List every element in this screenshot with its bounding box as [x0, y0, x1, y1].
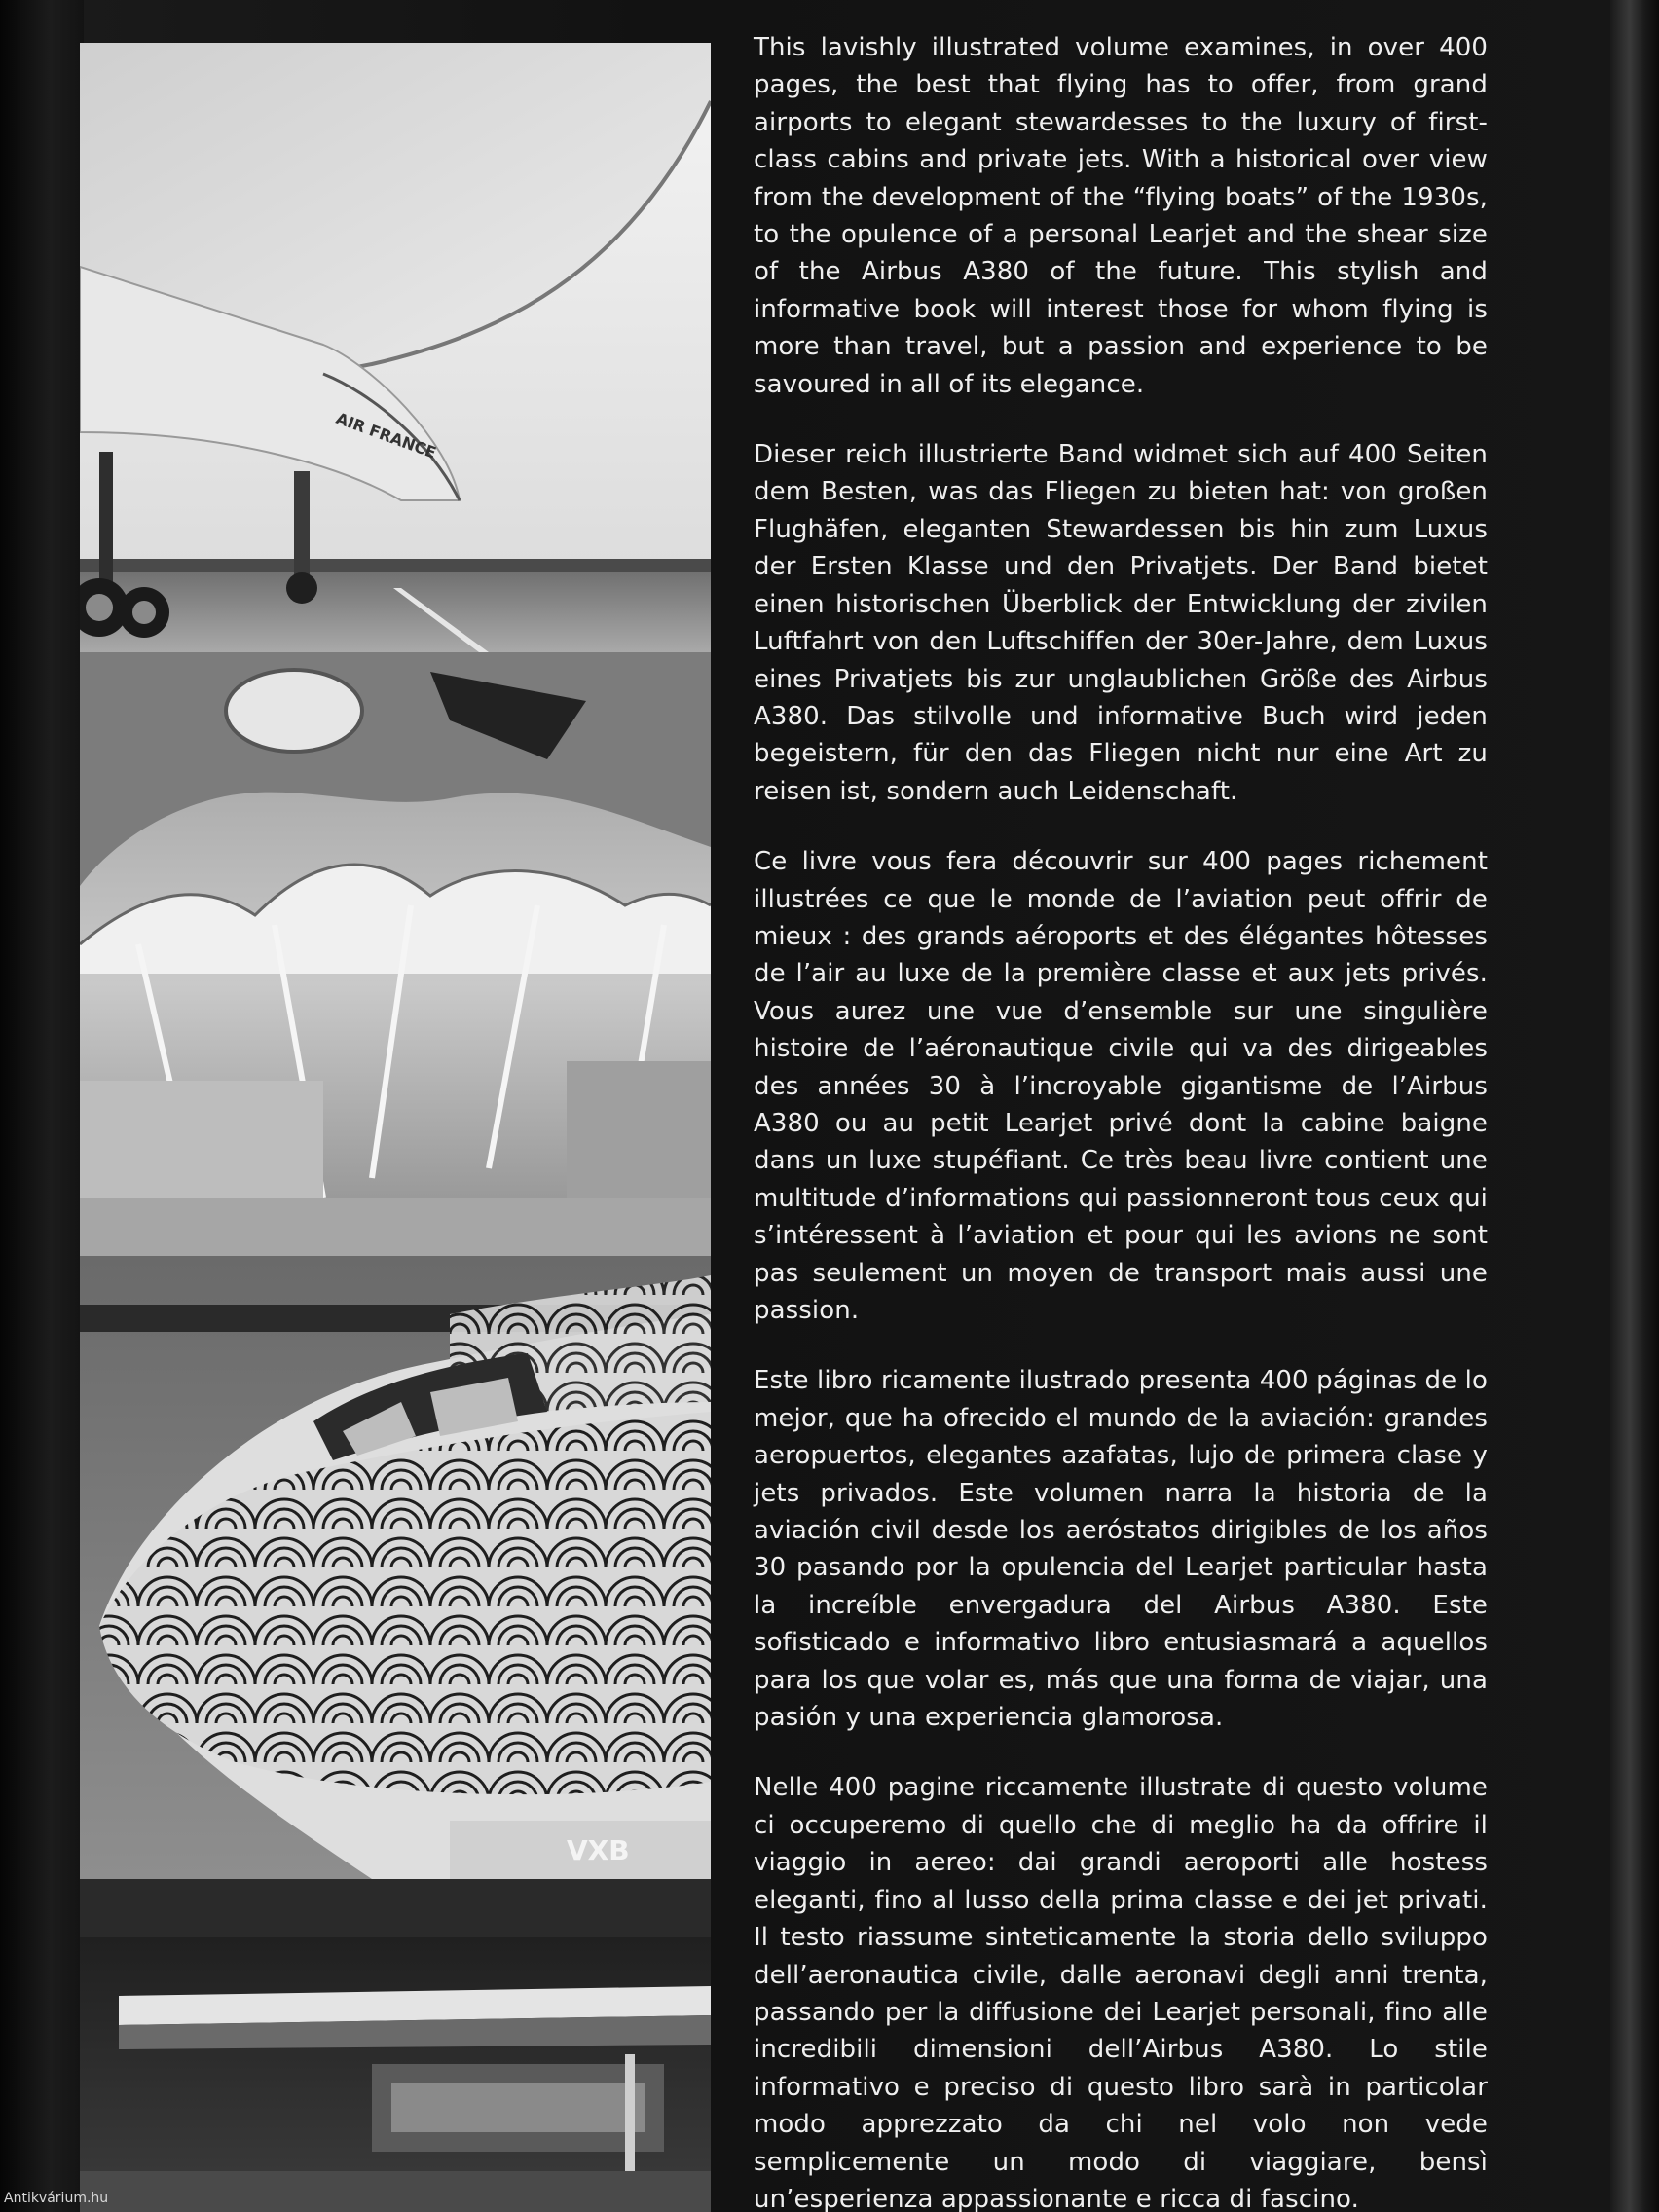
blurb-french: Ce livre vous fera découvrir sur 400 pages richement illustrées ce que le monde de l’aviation peut offrir de mieux : des grands aéroports et des élégantes hôtesses de l’air au luxe de la première classe et aux jets privés. Vous aurez une vue d’ensemble sur une singulière histoire de l’aéronautique civile qui va des dirigeables des années 30 à l’incroyable gigantisme de l’Airbus A380 ou au petit Learjet privé dont la cabine baigne dans un luxe stupéfiant. Ce très beau livre contient une multitude d’informations qui passionneront tous ceux qui s’intéressent à l’aviation et pour qui les avions ne sont pas seulement un moyen de transport mais aussi une passion.: [754, 847, 1488, 1325]
blurb-column: [754, 29, 1488, 2212]
photo-strip: [80, 43, 711, 2212]
blurb-italian: Nelle 400 pagine riccamente illustrate di questo volume ci occuperemo di quello che di meglio ha da offrire il viaggio in aereo: dai grandi aeroporti alle hostess eleganti, fino al lusso della prima classe e dei jet privati. Il testo riassume sinteticamente la storia dello sviluppo dell’aeronautica civile, dalle aeronavi degli anni trenta, passando per la diffusione dei Learjet personali, fino alle incredibili dimensioni dell’Airbus A380. Lo stile informativo e preciso di questo libro sarà in particolar modo apprezzato da chi nel volo non vede semplicemente un modo di viaggiare, bensì un’esperienza appassionante e ricca di fascino.: [754, 1773, 1488, 2212]
blurb-english: This lavishly illustrated volume examines, in over 400 pages, the best that flying has to offer, from grand airports to elegant stewardesses to the luxury of first-class cabins and private jets. With a historical over view from the development of the “flying boats” of the 1930s, to the opulence of a personal Learjet and the shear size of the Airbus A380 of the future. This stylish and informative book will interest those for whom flying is more than travel, but a passion and experience to be savoured in all of its elegance.: [754, 33, 1488, 399]
terminal-photo: [80, 652, 711, 1256]
lounge-photo: [80, 1879, 711, 2212]
blurb-german: Dieser reich illustrierte Band widmet sich auf 400 Seiten dem Besten, was das Fliegen zu bieten hat: von großen Flughäfen, eleganten Stewardessen bis hin zum Luxus der Ersten Klasse und den Privatjets. Der Band bietet einen historischen Überblick der Entwicklung der zivilen Luftfahrt von den Luftschiffen der 30er-Jahre, dem Luxus eines Privatjets bis zur unglaublichen Größe des Airbus A380. Das stilvolle und informative Buch wird jeden begeistern, für den das Fliegen nicht nur eine Art zu reisen ist, sondern auch Leidenschaft.: [754, 440, 1488, 806]
blurb-spanish: Este libro ricamente ilustrado presenta 400 páginas de lo mejor, que ha ofrecido el mundo de la aviación: grandes aeropuertos, elegantes azafatas, lujo de primera clase y jets privados. Este volumen narra la historia de la aviación civil desde los aeróstatos dirigibles de los años 30 pasando por la opulencia del Learjet particular hasta la increíble envergadura del Airbus A380. Este sofisticado e informativo libro entusiasmará a aquellos para los que volar es, más que una forma de viajar, una pasión y una experiencia glamorosa.: [754, 1366, 1488, 1733]
jet-nose-photo: [80, 1256, 711, 1879]
cover-spine-edge: [1610, 0, 1659, 2212]
concorde-livery-text: AIR FRANCE: [333, 408, 439, 462]
jet-registration-text: VXB: [567, 1834, 630, 1866]
cover-left-edge: [0, 0, 84, 2212]
watermark: Antikvárium.hu: [4, 2191, 109, 2206]
concorde-photo: [80, 43, 711, 652]
